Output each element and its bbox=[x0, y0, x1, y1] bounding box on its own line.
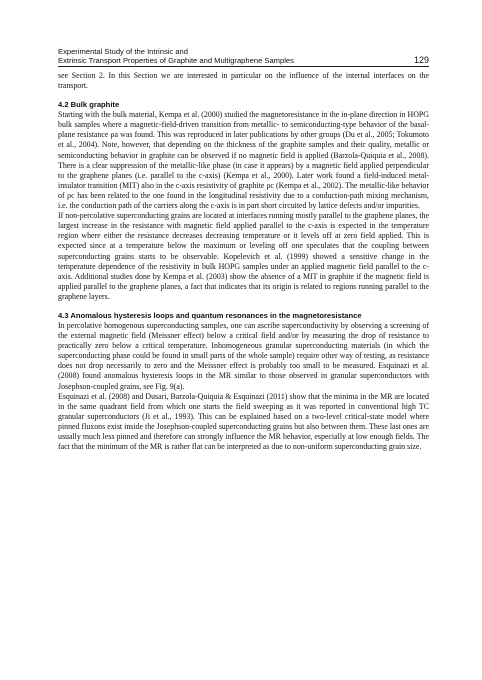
header-title-line2: Extrinsic Transport Properties of Graphite and Multigraphene Samples bbox=[58, 56, 294, 65]
section-heading-hysteresis: 4.3 Anomalous hysteresis loops and quantum resonances in the magnetoresistance bbox=[58, 310, 362, 320]
page-body bbox=[58, 71, 429, 452]
header-title-line1: Experimental Study of the Intrinsic and bbox=[58, 47, 189, 56]
page-number: 129 bbox=[413, 55, 429, 65]
section-heading-bulk-graphite: 4.2 Bulk graphite bbox=[58, 100, 120, 110]
paragraph: Starting with the bulk material, Kempa et al. (2000) studied the magnetoresistance in the in-plane direction in HOPG bulk samples where a magnetic-field-driven transition from metallic- to semiconducting-type behavior of the basal-plane resistance ρa was found. This was reproduced in later publications by other groups (Du et al., 2005; Tokumoto et al., 2004). Note, however, that depending on the thickness of the graphite samples and their quality, metallic or semiconducting behavior in graphite can be observed if no magnetic field is applied (Barzola-Quiquia et al., 2008). There is a clear suppression of the metallic-like phase (in case it appears) by a magnetic field applied perpendicular to the graphene planes (i.e. parallel to the c-axis) (Kempa et al., 2000). Later work found a field-induced metal-insulator transition (MIT) also in the c-axis resistivity of graphite ρc (Kempa et al., 2002). The metallic-like behavior of ρc has been related to the one found in the longitudinal resistivity due to a conduction-path mixing mechanism, i.e. the conduction path of the carriers along the c-axis is in part short circuited by lattice defects and/or impurities. bbox=[58, 110, 429, 211]
paragraph: In percolative homogenous superconducting samples, one can ascribe superconductivity by observing a screening of the external magnetic field (Meissner effect) below a critical field and/or by measuring the drop of resistance to practically zero below a critical temperature. Inhomogeneous granular superconducting materials (in which the superconducting phase could be found in small parts of the whole sample) require other way of testing, as resistance does not drop necessarily to zero and the Meissner effect is probably too small to be measured. Esquinazi et al. (2008) found anomalous hysteresis loops in the MR similar to those observed in granular superconductors with Josephson-coupled grains, see Fig. 9(a). bbox=[58, 320, 429, 391]
intro-paragraph: see Section 2. In this Section we are interested in particular on the influence of the internal interfaces on the transport. bbox=[58, 71, 429, 91]
header-rule bbox=[58, 66, 429, 67]
paragraph: Esquinazi et al. (2008) and Dusari, Barzola-Quiquia & Esquinazi (2011) show that the minima in the MR are located in the same quadrant field from which one starts the field sweeping as it was reported in conventional high TC granular superconductors (Ji et al., 1993). This can be explained based on a two-level critical-state model where pinned fluxons exist inside the Josephson-coupled superconducting grains but also between them. These last ones are usually much less pinned and therefore can strongly influence the MR behavior, especially at low enough fields. The fact that the minimum of the MR is rather flat can be interpreted as due to non-uniform superconducting grain size. bbox=[58, 391, 429, 452]
paragraph: If non-percolative superconducting grains are located at interfaces running mostly parallel to the graphene planes, the largest increase in the resistance with magnetic field applied parallel to the c-axis is expected in the temperature region where either the resistance decreases decreasing temperature or it levels off at zero field applied. This is expected since at a temperature below the maximum or leveling off one speculates that the coupling between superconducting grains starts to be observable. Kopelevich et al. (1999) showed a sensitive change in the temperature dependence of the resistivity in bulk HOPG samples under an applied magnetic field parallel to the c-axis. Additional studies done by Kempa et al. (2003) show the absence of a MIT in graphite if the magnetic field is applied parallel to the graphene planes, a fact that indicates that its origin is related to regions running parallel to the graphene layers. bbox=[58, 211, 429, 301]
running-header bbox=[58, 47, 429, 65]
